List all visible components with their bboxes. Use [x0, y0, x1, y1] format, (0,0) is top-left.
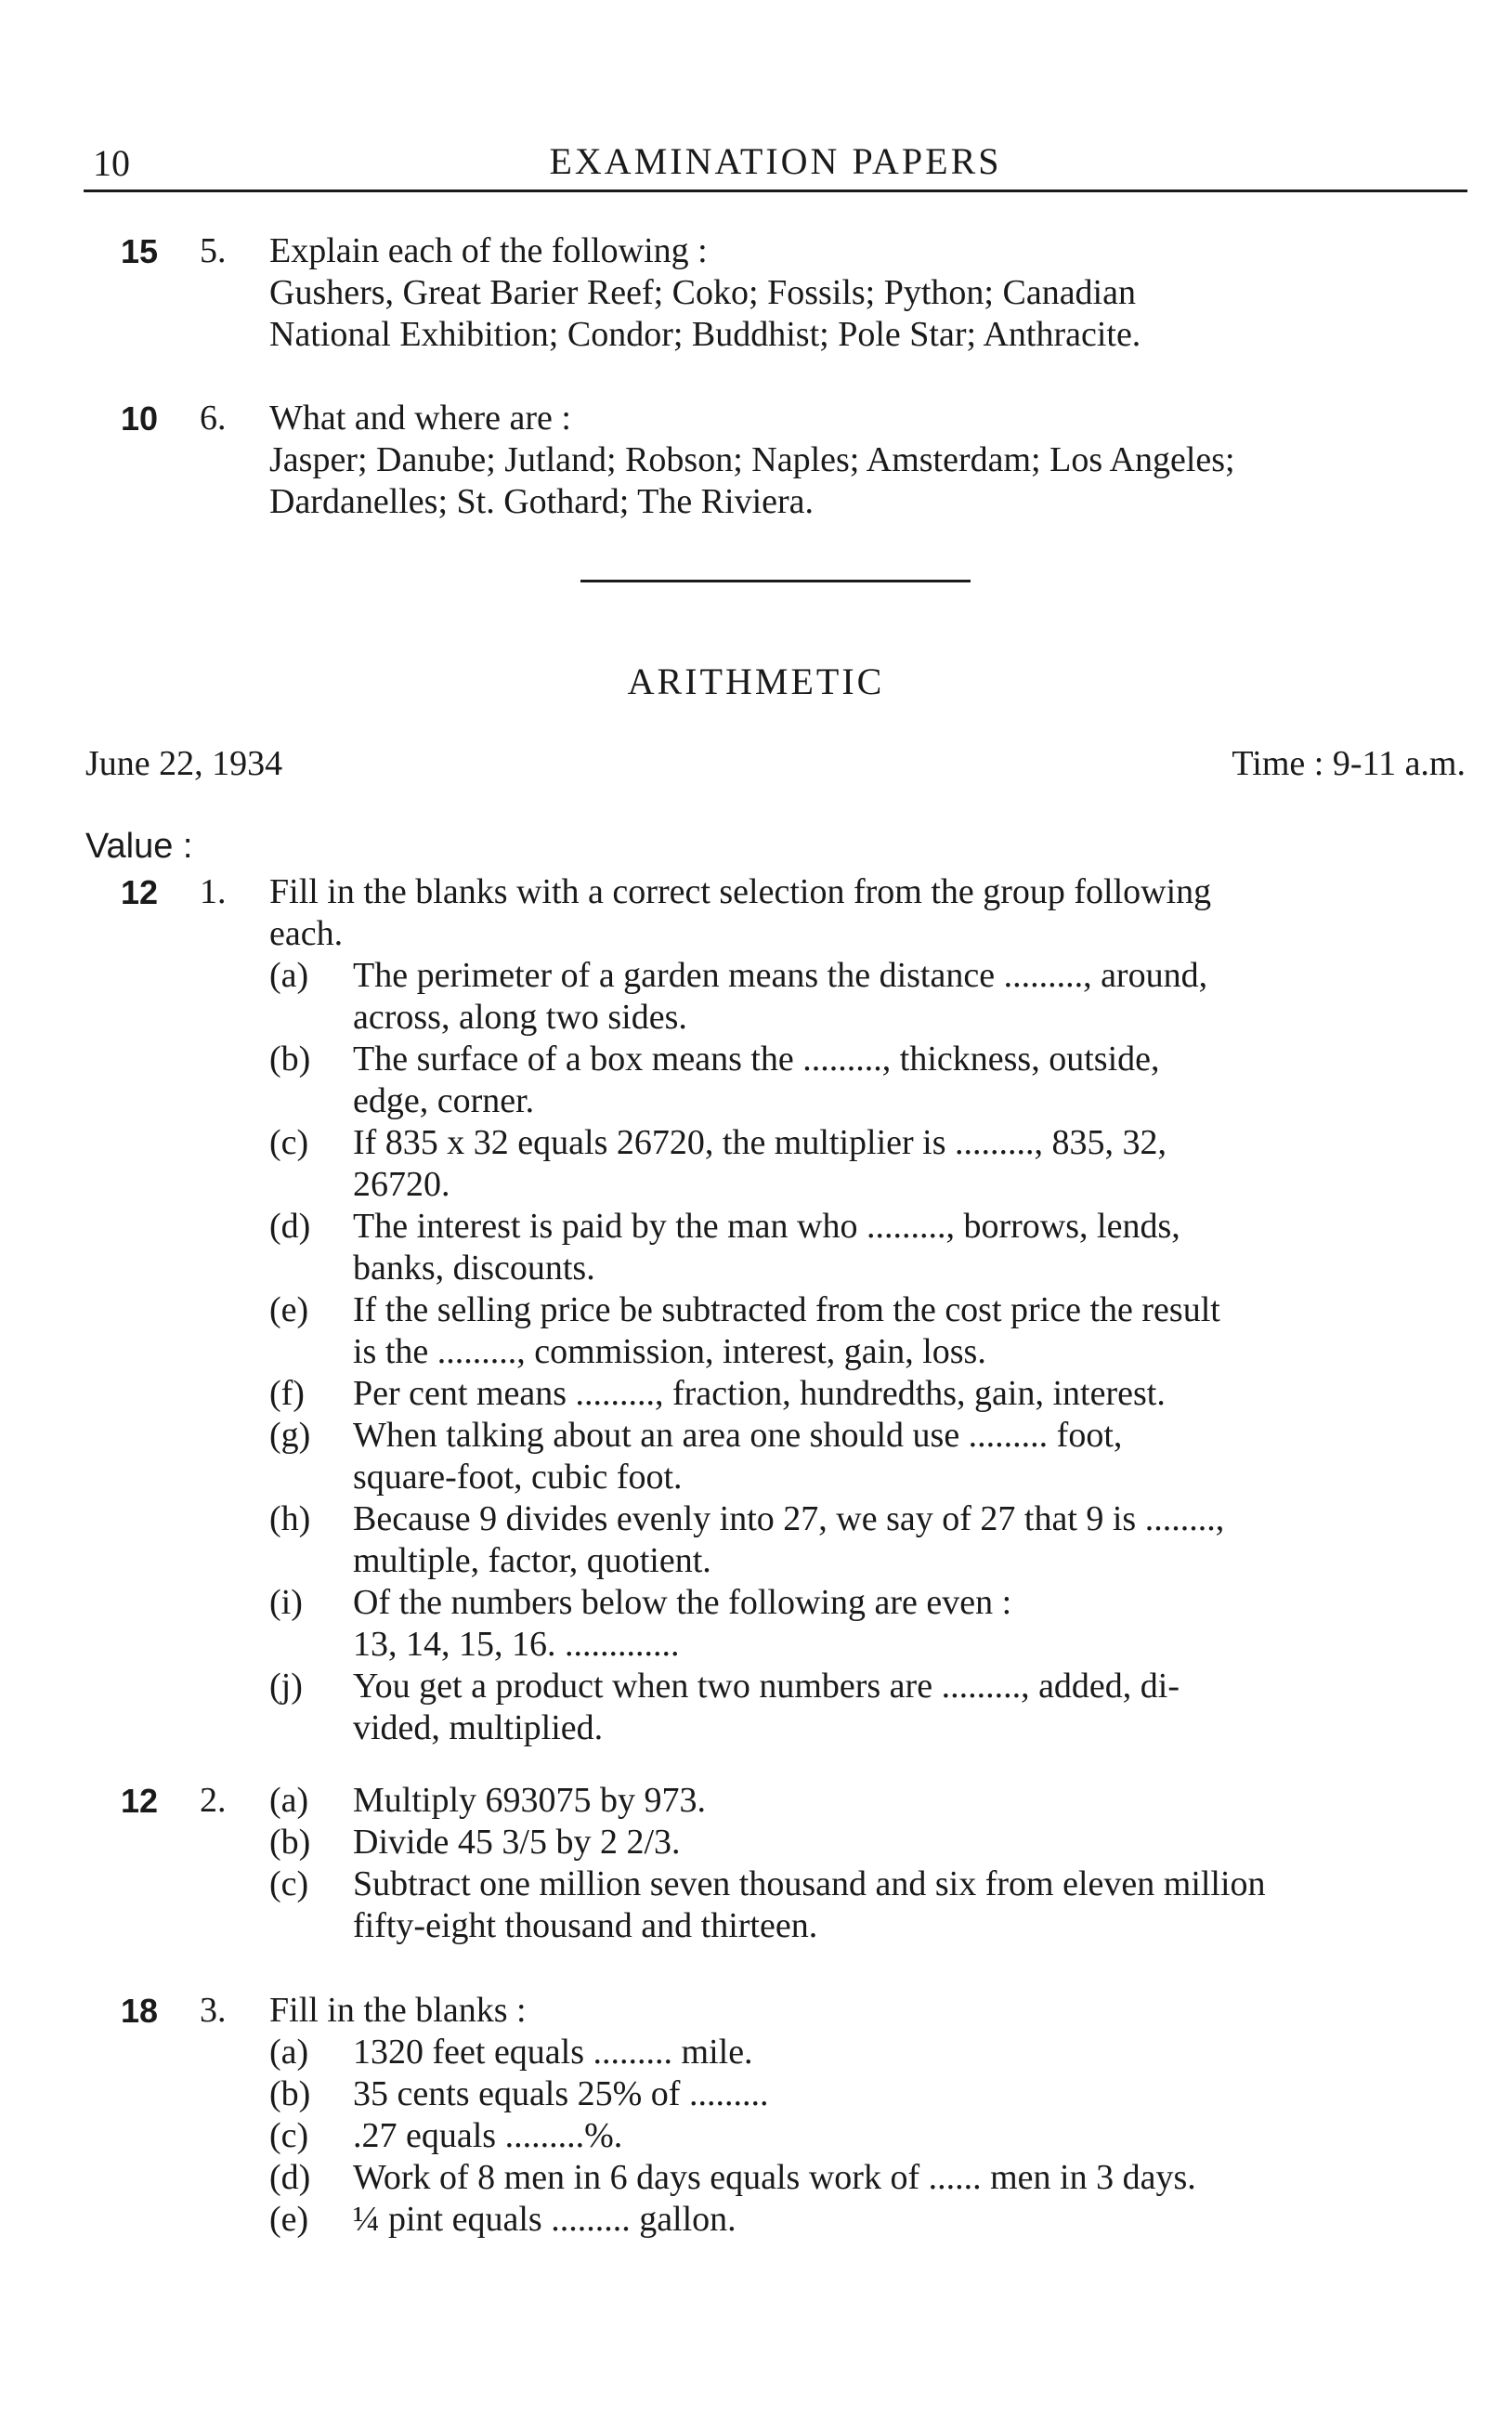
- page-number: 10: [93, 142, 130, 184]
- question-body: [269, 398, 1467, 523]
- sub-line: 35 cents equals 25% of .........: [353, 2074, 769, 2113]
- sub-question: [269, 2115, 1467, 2157]
- sub-line: The surface of a box means the ........., thickness, outside,: [353, 1040, 1160, 1079]
- sub-line: Because 9 divides evenly into 27, we say of 27 that 9 is ........,: [353, 1499, 1225, 1538]
- sub-line: Divide 45 3/5 by 2 2/3.: [353, 1823, 681, 1862]
- running-head: EXAMINATION PAPERS: [549, 140, 1002, 182]
- question-body: [269, 1990, 1467, 2241]
- sub-label: (i): [269, 1583, 303, 1622]
- sub-question: [269, 2073, 1467, 2115]
- sub-line: Per cent means ........., fraction, hundredths, gain, interest.: [353, 1374, 1166, 1413]
- sub-label: (h): [269, 1499, 311, 1538]
- sub-question: [269, 1666, 1467, 1749]
- question-body: [269, 871, 1467, 1749]
- sub-line: banks, discounts.: [353, 1249, 595, 1288]
- sub-line: If the selling price be subtracted from the cost price the result: [353, 1290, 1220, 1329]
- section-title: ARITHMETIC: [627, 660, 885, 702]
- question-line: Explain each of the following :: [269, 231, 708, 270]
- sub-question: [269, 955, 1467, 1039]
- exam-date: June 22, 1934: [85, 744, 283, 783]
- sub-question: [269, 1498, 1467, 1582]
- sub-question: [269, 1206, 1467, 1289]
- sub-line: If 835 x 32 equals 26720, the multiplier is ........., 835, 32,: [353, 1123, 1167, 1162]
- sub-label: (e): [269, 2200, 309, 2239]
- sub-line: is the ........., commission, interest, gain, loss.: [353, 1332, 986, 1371]
- sub-label: (b): [269, 1040, 311, 1079]
- sub-line: Of the numbers below the following are even :: [353, 1583, 1012, 1622]
- exam-time: Time : 9-11 a.m.: [1232, 744, 1466, 783]
- question-body: [269, 230, 1467, 356]
- question-line: National Exhibition; Condor; Buddhist; Pole Star; Anthracite.: [269, 315, 1141, 354]
- question-value: 15: [121, 232, 159, 270]
- sub-question: [269, 1780, 1467, 1822]
- sub-line: multiple, factor, quotient.: [353, 1541, 711, 1580]
- sub-label: (d): [269, 2158, 311, 2197]
- section-divider: [580, 580, 971, 582]
- sub-label: (a): [269, 1781, 309, 1820]
- sub-question: [269, 1863, 1467, 1947]
- question-line: each.: [269, 914, 344, 953]
- sub-label: (a): [269, 956, 309, 995]
- sub-question: [269, 1582, 1467, 1666]
- question-number: 2.: [200, 1781, 227, 1820]
- sub-line: Multiply 693075 by 973.: [353, 1781, 707, 1820]
- value-label: Value :: [85, 827, 193, 866]
- question-number: 1.: [200, 872, 227, 911]
- sub-question: [269, 2157, 1467, 2199]
- sub-label: (g): [269, 1416, 311, 1455]
- question-body: [269, 1780, 1467, 1947]
- sub-label: (b): [269, 2074, 311, 2113]
- sub-line: Subtract one million seven thousand and six from eleven million: [353, 1864, 1266, 1903]
- sub-line: 1320 feet equals ......... mile.: [353, 2033, 753, 2072]
- question-value: 18: [121, 1992, 159, 2030]
- question-number: 5.: [200, 231, 227, 270]
- question-line: Jasper; Danube; Jutland; Robson; Naples; Amsterdam; Los Angeles;: [269, 440, 1235, 479]
- sub-line: edge, corner.: [353, 1081, 535, 1120]
- sub-line: across, along two sides.: [353, 998, 687, 1037]
- sub-label: (b): [269, 1823, 311, 1862]
- question-value: 10: [121, 399, 159, 438]
- sub-line: The perimeter of a garden means the distance ........., around,: [353, 956, 1208, 995]
- sub-label: (c): [269, 1864, 309, 1903]
- question-line: Gushers, Great Barier Reef; Coko; Fossils; Python; Canadian: [269, 273, 1136, 312]
- sub-question: [269, 2032, 1467, 2073]
- page-header: [84, 137, 1467, 192]
- question-line: Dardanelles; St. Gothard; The Riviera.: [269, 482, 815, 521]
- sub-question: [269, 1822, 1467, 1863]
- sub-line: 26720.: [353, 1165, 450, 1204]
- sub-line: When talking about an area one should use ......... foot,: [353, 1416, 1123, 1455]
- question-value: 12: [121, 1782, 159, 1820]
- sub-label: (e): [269, 1290, 309, 1329]
- sub-line: 13, 14, 15, 16. .............: [353, 1625, 680, 1664]
- sub-line: ¼ pint equals ......... gallon.: [353, 2200, 736, 2239]
- sub-question: [269, 1122, 1467, 1206]
- sub-question: [269, 1289, 1467, 1373]
- sub-question: [269, 1039, 1467, 1122]
- question-number: 3.: [200, 1991, 227, 2030]
- sub-line: vided, multiplied.: [353, 1708, 604, 1747]
- sub-line: square-foot, cubic foot.: [353, 1458, 683, 1497]
- sub-label: (c): [269, 2116, 309, 2155]
- sub-line: .27 equals .........%.: [353, 2116, 623, 2155]
- sub-label: (d): [269, 1207, 311, 1246]
- sub-label: (a): [269, 2033, 309, 2072]
- sub-line: fifty-eight thousand and thirteen.: [353, 1906, 818, 1945]
- sub-question: [269, 2199, 1467, 2241]
- question-number: 6.: [200, 399, 227, 438]
- sub-label: (c): [269, 1123, 309, 1162]
- question-line: Fill in the blanks :: [269, 1991, 527, 2030]
- question-line: Fill in the blanks with a correct selection from the group following: [269, 872, 1212, 911]
- question-value: 12: [121, 873, 159, 911]
- question-line: What and where are :: [269, 399, 571, 438]
- sub-label: (f): [269, 1374, 305, 1413]
- sub-line: You get a product when two numbers are ........., added, di-: [353, 1667, 1180, 1706]
- sub-line: Work of 8 men in 6 days equals work of ...... men in 3 days.: [353, 2158, 1196, 2197]
- sub-question: [269, 1415, 1467, 1498]
- sub-question: [269, 1373, 1467, 1415]
- sub-line: The interest is paid by the man who ........., borrows, lends,: [353, 1207, 1180, 1246]
- sub-label: (j): [269, 1667, 303, 1706]
